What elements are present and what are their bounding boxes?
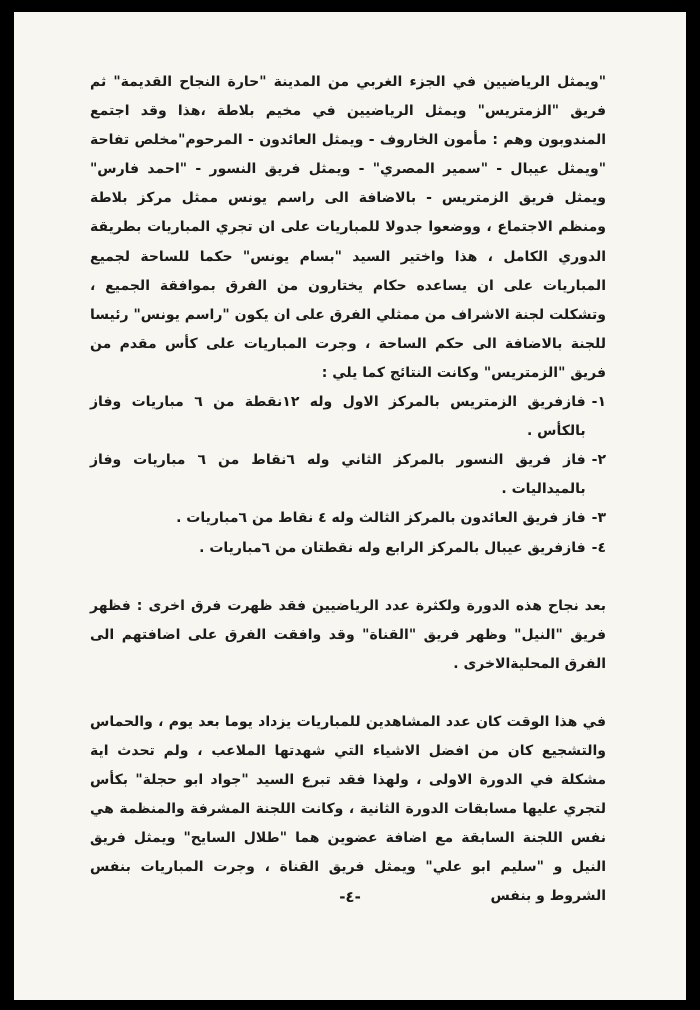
result-number: ٤- xyxy=(591,539,606,556)
result-item-2 xyxy=(90,446,606,504)
paragraph-gap xyxy=(90,679,606,708)
new-teams-paragraph: بعد نجاح هذه الدورة ولكثرة عدد الرياضيين فقد ظهرت فرق اخرى : فظهر فريق "النيل" وظهر فريق "القناة" وقد وافقت الفرق على اضافتهم الى الفرق المحليةالاخرى . xyxy=(90,597,606,672)
results-list xyxy=(90,388,606,563)
document-page xyxy=(14,12,686,1000)
result-text: فاز فريق العائدون بالمركز الثالث وله ٤ نقاط من ٦مباريات . xyxy=(176,510,586,527)
result-number: ٣- xyxy=(591,510,606,527)
result-item-1 xyxy=(90,388,606,446)
result-item-3 xyxy=(90,504,606,533)
result-text: فازفريق عيبال بالمركز الرابع وله نقطتان من ٦مباريات . xyxy=(199,539,586,556)
result-number: ١- xyxy=(591,394,606,411)
paragraph-gap xyxy=(90,563,606,592)
page-number: -٤- xyxy=(339,888,361,906)
second-tournament-paragraph: في هذا الوقت كان عدد المشاهدين للمباريات يزداد يوما بعد يوم ، والحماس والتشجيع كان من افضل الاشياء التي شهدتها الملاعب ، ولم تحدث اية مشكلة في الدورة الاولى ، ولهذا فقد تبرع السيد "جواد ابو حجلة" بكأس لتجري عليها مسابقات الدورة الثانية ، وكانت اللجنة المشرفة والمنظمة هي نفس اللجنة السابقة مع اضافة عضوين هما "طلال السايح" ويمثل فريق النيل و "سليم ابو علي" ويمثل فريق القناة ، وجرت المباريات بنفس الشروط و بنفس xyxy=(90,713,606,905)
result-text: فاز فريق النسور بالمركز الثاني وله ٦نقاط من ٦ مباريات وفاز بالميداليات . xyxy=(90,452,586,498)
document-body xyxy=(90,68,606,912)
result-text: فازفريق الزمتريس بالمركز الاول وله ١٢نقطة من ٦ مباريات وفاز بالكأس . xyxy=(90,394,586,440)
result-item-4 xyxy=(90,534,606,563)
intro-paragraph: "ويمثل الرياضيين في الجزء الغربي من المدينة "حارة النجاح القديمة" ثم فريق "الزمتريس" ويمثل الرياضيين في مخيم بلاطة ،هذا وقد اجتمع المندوبون وهم : مأمون الخاروف - ويمثل العائدون - المرحوم"مخلص تفاحة "ويمثل عيبال - "سمير المصري" - ويمثل فريق النسور - "احمد فارس" ويمثل فريق الزمتريس - بالاضافة الى راسم يونس ممثل مركز بلاطة ومنظم الاجتماع ، ووضعوا جدولا للمباريات على ان تجري المباريات بطريقة الدوري الكامل ، هذا واختير السيد "بسام يونس" حكما للساحة لجميع المباريات على ان يساعده حكام يختارون من الفرق بموافقة الجميع ، وتشكلت لجنة الاشراف من ممثلي الفرق على ان يكون "راسم يونس" رئيسا للجنة بالاضافة الى حكم الساحة ، وجرت المباريات على كأس مقدم من فريق "الزمتريس" وكانت النتائج كما يلي : xyxy=(90,74,606,381)
result-number: ٢- xyxy=(591,452,606,469)
